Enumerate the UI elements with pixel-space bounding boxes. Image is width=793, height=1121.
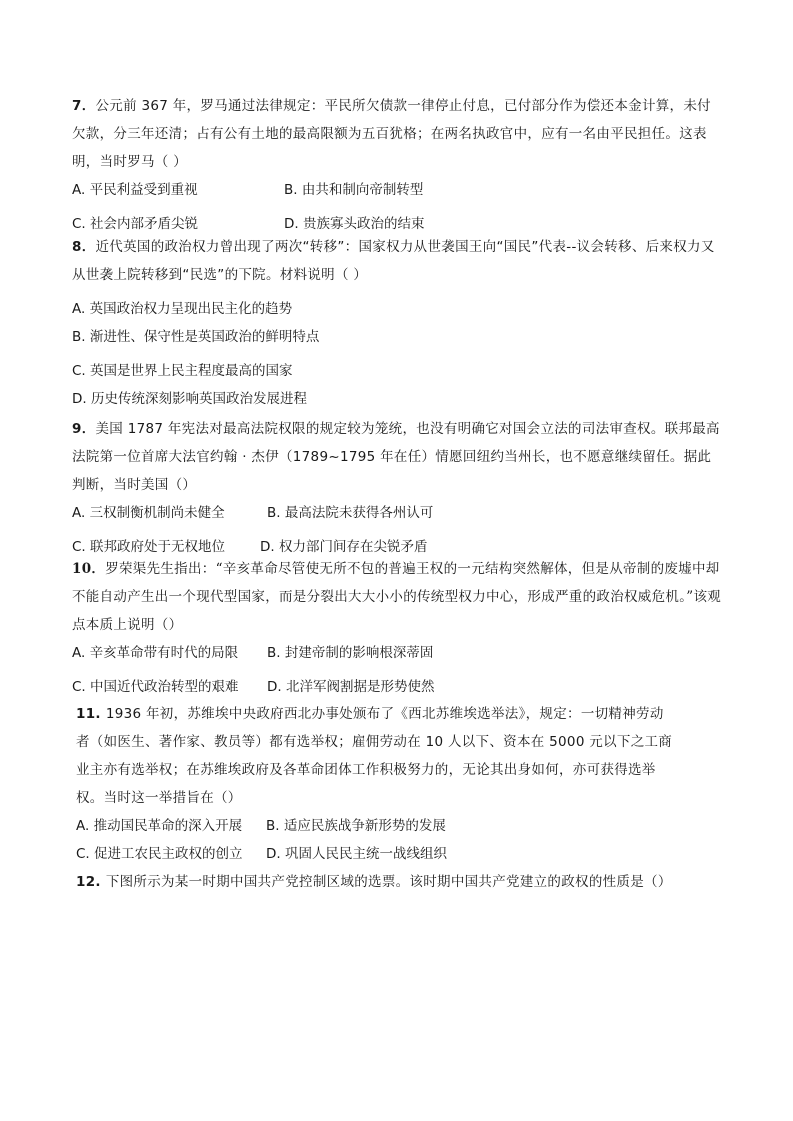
options-row [72, 639, 722, 667]
option-a[interactable]: A. 平民利益受到重视 [72, 182, 198, 198]
question-text: 近代英国的政治权力曾出现了两次“转移”：国家权力从世袭国王向“国民”代表--议会转移、后来权力又从世袭上院转移到“民选”的下院。材料说明（ ） [72, 239, 715, 283]
options-row [72, 176, 722, 204]
option-b[interactable]: B. 封建帝制的影响根深蒂固 [267, 645, 434, 661]
option-d[interactable]: D. 贵族寡头政治的结束 [284, 216, 425, 232]
question-stem [72, 233, 722, 289]
option-c[interactable]: C. 社会内部矛盾尖锐 [72, 216, 199, 232]
option-a[interactable]: A. 辛亥革命带有时代的局限 [72, 645, 239, 661]
options-row [76, 840, 676, 868]
question-number: 12. [76, 874, 106, 890]
question-text: 1936 年初，苏维埃中央政府西北办事处颁布了《西北苏维埃选举法》，规定：一切精神劳动者（如医生、著作家、教员等）都有选举权；雇佣劳动在 10 人以下、资本在 5000 元以下之工商业主亦有选举权；在苏维埃政府及各革命团体工作积极努力的，无论其出身如何，亦可获得选举权。当时这一举措旨在（） [76, 706, 673, 806]
option-a[interactable]: A. 英国政治权力呈现出民主化的趋势 [72, 301, 293, 317]
question-number: 9． [72, 421, 96, 437]
options-row [72, 673, 722, 701]
question-11 [76, 700, 676, 868]
question-9 [72, 415, 722, 561]
question-text: 下图所示为某一时期中国共产党控制区域的选票。该时期中国共产党建立的政权的性质是（） [105, 874, 672, 890]
option-b[interactable]: B. 适应民族战争新形势的发展 [266, 818, 446, 834]
question-12 [76, 868, 676, 896]
options-row [72, 499, 722, 527]
question-text: 公元前 367 年，罗马通过法律规定：平民所欠债款一律停止付息，已付部分作为偿还本金计算，未付欠款，分三年还清；占有公有土地的最高限额为五百犹格；在两名执政官中，应有一名由平民担任。这表明，当时罗马（ ） [72, 98, 711, 170]
question-text: 罗荣渠先生指出：“辛亥革命尽管使无所不包的普遍王权的一元结构突然解体，但是从帝制的废墟中却不能自动产生出一个现代型国家，而是分裂出大大小小的传统型权力中心，形成严重的政治权威危机。”该观点本质上说明（） [72, 561, 722, 633]
question-stem [72, 555, 722, 639]
question-number: 7． [72, 98, 96, 114]
option-b[interactable]: B. 最高法院未获得各州认可 [267, 505, 434, 521]
question-8 [72, 233, 722, 413]
options-row [76, 812, 676, 840]
option-c[interactable]: C. 英国是世界上民主程度最高的国家 [72, 363, 293, 379]
question-stem [72, 415, 722, 499]
question-number: 11. [76, 706, 106, 722]
question-number: 8． [72, 239, 96, 255]
question-stem [76, 868, 676, 896]
option-c[interactable]: C. 促进工农民主政权的创立 [76, 846, 243, 862]
option-a[interactable]: A. 三权制衡机制尚未健全 [72, 505, 225, 521]
question-10 [72, 555, 722, 701]
option-d[interactable]: D. 权力部门间存在尖锐矛盾 [260, 539, 428, 555]
option-d[interactable]: D. 北洋军阀割据是形势使然 [267, 679, 435, 695]
question-number: 10． [72, 561, 106, 577]
option-c[interactable]: C. 联邦政府处于无权地位 [72, 539, 226, 555]
option-b[interactable]: B. 渐进性、保守性是英国政治的鲜明特点 [72, 329, 320, 345]
option-c[interactable]: C. 中国近代政治转型的艰难 [72, 679, 239, 695]
question-stem [72, 92, 722, 176]
option-d[interactable]: D. 巩固人民民主统一战线组织 [266, 846, 447, 862]
question-7 [72, 92, 722, 238]
option-d[interactable]: D. 历史传统深刻影响英国政治发展进程 [72, 391, 307, 407]
question-stem [76, 700, 676, 812]
option-a[interactable]: A. 推动国民革命的深入开展 [76, 818, 243, 834]
question-text: 美国 1787 年宪法对最高法院权限的规定较为笼统，也没有明确它对国会立法的司法审查权。联邦最高法院第一位首席大法官约翰 · 杰伊（1789~1795 年在任）情愿回纽约当州长，也不愿意继续留任。据此判断，当时美国（） [72, 421, 720, 493]
option-b[interactable]: B. 由共和制向帝制转型 [284, 182, 424, 198]
